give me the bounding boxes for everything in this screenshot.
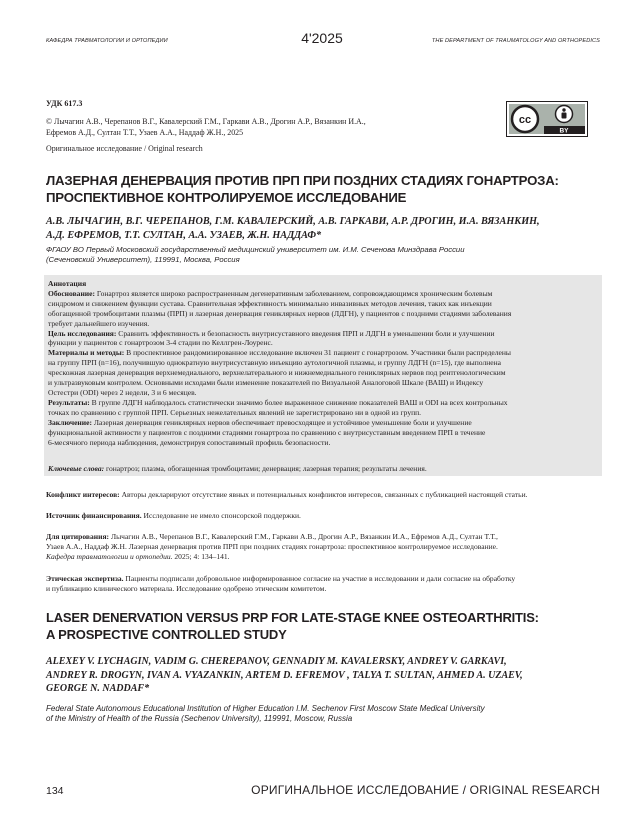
- title-en: [46, 609, 586, 643]
- cc-letters: cc: [518, 114, 532, 126]
- citation: Для цитирования: Лычагин А.В., Черепанов В.Г., Кавалерский Г.М., Гаркави А.В., Дрогин А.Р., Вязанкин И.А., Ефремов А.Д., Султан Т.Т., Узаев А.А., Наддаф Ж.Н. Лазерная денервация против ПРП при поздних стадиях гонартроза: проспективное контролируемое исследование. Кафедра травматологии и ортопедии. 2025; 4: 134–141.: [46, 532, 498, 561]
- affiliation-ru-line-1: ФГАОУ ВО Первый Московский государственный медицинский университет им. И.М. Сеченова Минздрава России: [46, 245, 465, 254]
- authors-ru: [46, 215, 606, 242]
- title-en-line-1: LASER DENERVATION VERSUS PRP FOR LATE-STAGE KNEE OSTEOARTHRITIS:: [46, 610, 539, 625]
- cc-by-license-badge: [506, 101, 588, 137]
- affiliation-ru-line-2: (Сеченовский Университет), 119991, Москва, Россия: [46, 255, 240, 264]
- by-label: BY: [559, 127, 569, 135]
- conflict-of-interest: Конфликт интересов: Авторы декларируют отсутствие явных и потенциальных конфликтов интересов, связанных с публикацией настоящей статьи.: [46, 490, 528, 499]
- funding-source: Источник финансирования. Исследование не имело спонсорской поддержки.: [46, 511, 301, 520]
- authors-ru-line-2: А.Д. ЕФРЕМОВ, Т.Т. СУЛТАН, А.А. УЗАЕВ, Ж.Н. НАДДАФ*: [46, 229, 322, 241]
- running-header-right: THE DEPARTMENT OF TRAUMATOLOGY AND ORTHOPEDICS: [431, 38, 600, 44]
- title-ru: [46, 172, 606, 206]
- abstract-text: Аннотация Обоснование: Гонартроз является широко распространенным дегенеративным заболеванием, сопровождающимся хроническим болевым синдромом и снижением функции сустава. Сравнительная эффективность минимально инвазивных методов лечения, таких как инъекции обогащенной тромбоцитами плазмы (ПРП) и лазерная денервация гениклярных нервов (ЛДГН), у пациентов с поздними стадиями заболевания требует дальнейшего изучения. Цель исследования: Сравнить эффективность и безопасность внутрисуставного введения ПРП и ЛДГН в уменьшении боли и улучшении функции у пациентов с гонартрозом 3-4 стадии по Келлгрен-Лоуренс. Материалы и методы: В проспективное рандомизированное исследование включен 31 пациент с гонартрозом. Участники были распределены на группу ПРП (n=16), получившую однократную внутрисуставную инъекцию аутологичной плазмы, и группу ЛДГН (n=15), где выполнена чрескожная лазерная денервация верхнемедиального, верхнелатерального и нижнемедиального гениклярных нервов под рентгенологическим и ультразвуковым контролем. Основными исходами были изменение показателей по Визуальной Аналоговой Шкале (ВАШ) и Индексу Остестри (ODI) через 2 недели, 3 и 6 месяцев. Результаты: В группе ЛДГН наблюдалось статистически значимо более выраженное снижение показателей ВАШ и ODI на всех контрольных точках по сравнению с группой ПРП. Серьезных нежелательных явлений не зарегистрировано ни в одной из групп. Заключение: Лазерная денервация гениклярных нервов обеспечивает превосходящее и устойчивое уменьшение боли и улучшение функциональной активности у пациентов с поздними стадиями гонартроза по сравнению с внутрисуставным введением ПРП в течение 6-месячного периода наблюдения, демонстрируя сопоставимый профиль безопасности.: [48, 279, 512, 447]
- running-header-left: КАФЕДРА ТРАВМАТОЛОГИИ И ОРТОПЕДИИ: [46, 38, 168, 44]
- article-type: Оригинальное исследование / Original research: [46, 144, 203, 153]
- title-ru-line-1: ЛАЗЕРНАЯ ДЕНЕРВАЦИЯ ПРОТИВ ПРП ПРИ ПОЗДНИХ СТАДИЯХ ГОНАРТРОЗА:: [46, 173, 559, 188]
- issue-number: 4'2025: [301, 30, 343, 46]
- affiliation-en: Federal State Autonomous Educational Institution of Higher Education I.M. Sechenov First Moscow State Medical University of the Ministry of Health of the Russia (Sechenov University), 119991, Moscow, Russia: [46, 704, 485, 723]
- authors-ru-line-1: А.В. ЛЫЧАГИН, В.Г. ЧЕРЕПАНОВ, Г.М. КАВАЛЕРСКИЙ, А.В. ГАРКАВИ, А.Р. ДРОГИН, И.А. ВЯЗАНКИН,: [46, 216, 540, 227]
- citation-journal: Кафедра травматологии и ортопедии.: [46, 552, 173, 561]
- keywords: Ключевые слова: гонартроз; плазма, обогащенная тромбоцитами; денервация; лазерная терапия; результаты лечения.: [48, 464, 427, 473]
- page-number: 134: [46, 785, 64, 797]
- affiliation-ru: [46, 245, 566, 265]
- abstract-heading: Аннотация: [48, 279, 87, 288]
- footer-section-label: ОРИГИНАЛЬНОЕ ИССЛЕДОВАНИЕ / ORIGINAL RESEARCH: [251, 783, 600, 797]
- authors-en: ALEXEY V. LYCHAGIN, VADIM G. CHEREPANOV, GENNADIY M. KAVALERSKY, ANDREY V. GARKAVI, ANDREY R. DROGYN, IVAN A. VYAZANKIN, ARTEM D. EFREMOV , TALYA T. SULTAN, AHMED A. UZAEV, GEORGE N. NADDAF*: [46, 656, 523, 694]
- title-ru-line-2: ПРОСПЕКТИВНОЕ КОНТРОЛИРУЕМОЕ ИССЛЕДОВАНИЕ: [46, 190, 407, 205]
- ethics-statement: Этическая экспертиза. Пациенты подписали добровольное информированное согласие на участие в исследовании и дали согласие на обработку и публикацию клинического материала. Исследование одобрено этическим комитетом.: [46, 574, 516, 593]
- copyright-line-1: © Лычагин А.В., Черепанов В.Г., Кавалерский Г.М., Гаркави А.В., Дрогин А.Р., Вязанкин И.А.,: [46, 117, 366, 126]
- copyright-line-2: Ефремов А.Д., Султан Т.Т., Узаев А.А., Наддаф Ж.Н., 2025: [46, 128, 244, 137]
- title-en-line-2: A PROSPECTIVE CONTROLLED STUDY: [46, 627, 287, 642]
- udk-code: УДК 617.3: [46, 99, 83, 108]
